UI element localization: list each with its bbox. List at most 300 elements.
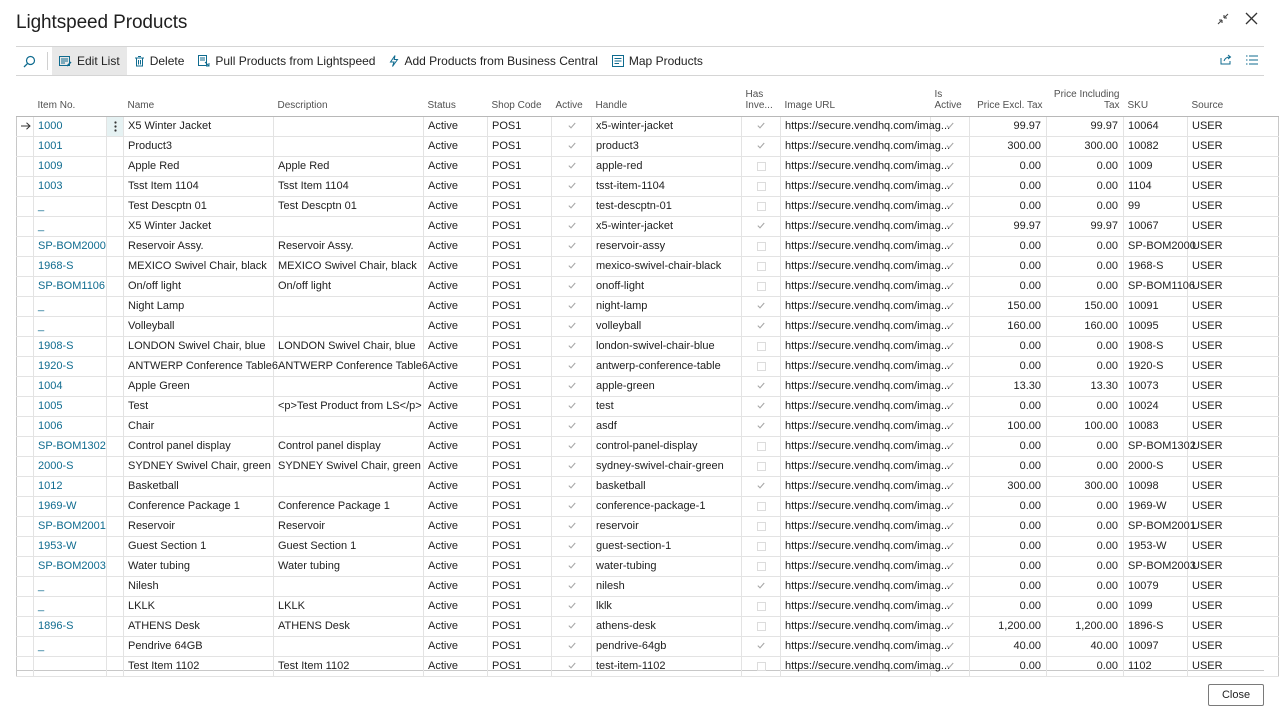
has-inventory-cell[interactable] [742, 276, 781, 296]
description-cell[interactable]: ATHENS Desk [274, 616, 424, 636]
shop-code-cell[interactable] [488, 556, 552, 576]
price-excl-cell[interactable]: 300.00 [970, 476, 1047, 496]
status-cell[interactable]: Active [424, 376, 488, 396]
name-cell[interactable]: Water tubing [124, 556, 274, 576]
status-cell[interactable]: Active [424, 496, 488, 516]
price-incl-cell[interactable]: 99.97 [1047, 116, 1124, 136]
handle-cell[interactable]: lklk [592, 596, 742, 616]
sku-cell[interactable]: 10024 [1124, 396, 1188, 416]
price-excl-cell[interactable]: 0.00 [970, 156, 1047, 176]
sku-cell[interactable]: 10067 [1124, 216, 1188, 236]
source-cell[interactable]: USER [1188, 336, 1279, 356]
add-products-button[interactable] [382, 47, 604, 75]
price-excl-cell[interactable]: 0.00 [970, 196, 1047, 216]
source-cell[interactable]: USER [1188, 516, 1279, 536]
active-checkbox-cell[interactable] [552, 116, 592, 136]
image-url-cell[interactable]: https://secure.vendhq.com/imag... [781, 136, 931, 156]
status-cell[interactable]: Active [424, 616, 488, 636]
price-incl-cell[interactable]: 0.00 [1047, 596, 1124, 616]
description-cell[interactable] [274, 576, 424, 596]
table-row[interactable] [17, 496, 1279, 516]
has-inventory-cell[interactable] [742, 216, 781, 236]
handle-cell[interactable]: tsst-item-1104 [592, 176, 742, 196]
has-inventory-cell[interactable] [742, 196, 781, 216]
source-cell[interactable]: USER [1188, 476, 1279, 496]
table-row[interactable] [17, 276, 1279, 296]
image-url-cell[interactable]: https://secure.vendhq.com/imag... [781, 336, 931, 356]
source-cell[interactable]: USER [1188, 156, 1279, 176]
price-excl-cell[interactable]: 0.00 [970, 456, 1047, 476]
col-active[interactable]: Active [552, 84, 592, 116]
source-cell[interactable]: USER [1188, 296, 1279, 316]
handle-cell[interactable]: test [592, 396, 742, 416]
name-cell[interactable]: Reservoir [124, 516, 274, 536]
shop-code-cell[interactable] [488, 196, 552, 216]
price-incl-cell[interactable]: 0.00 [1047, 156, 1124, 176]
row-actions-cell[interactable] [107, 596, 124, 616]
description-cell[interactable]: Conference Package 1 [274, 496, 424, 516]
price-incl-cell[interactable]: 0.00 [1047, 496, 1124, 516]
close-icon[interactable] [1245, 12, 1258, 25]
price-excl-cell[interactable]: 13.30 [970, 376, 1047, 396]
active-checkbox-cell[interactable] [552, 256, 592, 276]
status-cell[interactable]: Active [424, 636, 488, 656]
sku-cell[interactable]: 10097 [1124, 636, 1188, 656]
image-url-cell[interactable]: https://secure.vendhq.com/imag... [781, 656, 931, 676]
name-cell[interactable]: Test Item 1102 [124, 656, 274, 676]
status-cell[interactable]: Active [424, 156, 488, 176]
shop-code-cell[interactable] [488, 356, 552, 376]
status-cell[interactable]: Active [424, 136, 488, 156]
handle-cell[interactable]: apple-green [592, 376, 742, 396]
price-excl-cell[interactable]: 0.00 [970, 236, 1047, 256]
image-url-cell[interactable]: https://secure.vendhq.com/imag... [781, 276, 931, 296]
price-excl-cell[interactable]: 0.00 [970, 256, 1047, 276]
has-inventory-cell[interactable] [742, 176, 781, 196]
price-incl-cell[interactable]: 0.00 [1047, 276, 1124, 296]
shop-code-cell[interactable] [488, 436, 552, 456]
table-row[interactable] [17, 256, 1279, 276]
price-excl-cell[interactable]: 0.00 [970, 496, 1047, 516]
source-cell[interactable]: USER [1188, 316, 1279, 336]
active-checkbox-cell[interactable] [552, 216, 592, 236]
handle-cell[interactable]: test-item-1102 [592, 656, 742, 676]
image-url-cell[interactable]: https://secure.vendhq.com/imag... [781, 296, 931, 316]
price-incl-cell[interactable]: 0.00 [1047, 396, 1124, 416]
row-actions-cell[interactable] [107, 456, 124, 476]
price-excl-cell[interactable]: 150.00 [970, 296, 1047, 316]
image-url-cell[interactable]: https://secure.vendhq.com/imag... [781, 176, 931, 196]
handle-cell[interactable]: volleyball [592, 316, 742, 336]
description-cell[interactable]: Test Item 1102 [274, 656, 424, 676]
status-cell[interactable]: Active [424, 276, 488, 296]
active-checkbox-cell[interactable] [552, 276, 592, 296]
price-excl-cell[interactable]: 0.00 [970, 516, 1047, 536]
price-excl-cell[interactable]: 99.97 [970, 116, 1047, 136]
image-url-cell[interactable]: https://secure.vendhq.com/imag... [781, 256, 931, 276]
description-cell[interactable]: <p>Test Product from LS</p> [274, 396, 424, 416]
name-cell[interactable]: Control panel display [124, 436, 274, 456]
row-actions-cell[interactable] [107, 396, 124, 416]
row-actions-cell[interactable] [107, 476, 124, 496]
row-actions-cell[interactable] [107, 216, 124, 236]
source-cell[interactable]: USER [1188, 616, 1279, 636]
source-cell[interactable]: USER [1188, 556, 1279, 576]
price-incl-cell[interactable]: 0.00 [1047, 336, 1124, 356]
active-checkbox-cell[interactable] [552, 556, 592, 576]
price-incl-cell[interactable]: 300.00 [1047, 136, 1124, 156]
has-inventory-cell[interactable] [742, 136, 781, 156]
sku-cell[interactable]: 1968-S [1124, 256, 1188, 276]
price-excl-cell[interactable]: 0.00 [970, 576, 1047, 596]
col-price-incl[interactable] [1047, 84, 1124, 116]
image-url-cell[interactable]: https://secure.vendhq.com/imag... [781, 436, 931, 456]
image-url-cell[interactable]: https://secure.vendhq.com/imag... [781, 596, 931, 616]
image-url-cell[interactable]: https://secure.vendhq.com/imag... [781, 576, 931, 596]
has-inventory-cell[interactable] [742, 636, 781, 656]
price-incl-cell[interactable]: 0.00 [1047, 456, 1124, 476]
table-row[interactable] [17, 436, 1279, 456]
table-row[interactable] [17, 616, 1279, 636]
name-cell[interactable]: Chair [124, 416, 274, 436]
image-url-cell[interactable]: https://secure.vendhq.com/imag... [781, 116, 931, 136]
shop-code-cell[interactable] [488, 376, 552, 396]
image-url-cell[interactable]: https://secure.vendhq.com/imag... [781, 356, 931, 376]
active-checkbox-cell[interactable] [552, 376, 592, 396]
name-cell[interactable]: Test Descptn 01 [124, 196, 274, 216]
handle-cell[interactable]: water-tubing [592, 556, 742, 576]
source-cell[interactable]: USER [1188, 236, 1279, 256]
active-checkbox-cell[interactable] [552, 456, 592, 476]
row-actions-cell[interactable] [107, 616, 124, 636]
item-no-cell[interactable]: SP-BOM2003 [34, 556, 107, 576]
image-url-cell[interactable]: https://secure.vendhq.com/imag... [781, 376, 931, 396]
source-cell[interactable]: USER [1188, 136, 1279, 156]
source-cell[interactable]: USER [1188, 576, 1279, 596]
item-no-cell[interactable]: 1009 [34, 156, 107, 176]
handle-cell[interactable]: guest-section-1 [592, 536, 742, 556]
item-no-cell[interactable]: 1896-S [34, 616, 107, 636]
handle-cell[interactable]: product3 [592, 136, 742, 156]
item-no-cell[interactable]: 1953-W [34, 536, 107, 556]
description-cell[interactable]: Guest Section 1 [274, 536, 424, 556]
delete-button[interactable] [127, 47, 192, 75]
row-actions-cell[interactable] [107, 636, 124, 656]
image-url-cell[interactable]: https://secure.vendhq.com/imag... [781, 556, 931, 576]
row-actions-cell[interactable] [107, 496, 124, 516]
item-no-cell[interactable]: _ [34, 596, 107, 616]
status-cell[interactable]: Active [424, 436, 488, 456]
price-incl-cell[interactable]: 0.00 [1047, 556, 1124, 576]
status-cell[interactable]: Active [424, 196, 488, 216]
item-no-cell[interactable]: 1000 [34, 116, 107, 136]
col-name[interactable]: Name [124, 84, 274, 116]
item-no-cell[interactable]: SP-BOM1106 [34, 276, 107, 296]
table-row[interactable] [17, 376, 1279, 396]
image-url-cell[interactable]: https://secure.vendhq.com/imag... [781, 156, 931, 176]
shop-code-cell[interactable] [488, 456, 552, 476]
price-incl-cell[interactable]: 1,200.00 [1047, 616, 1124, 636]
has-inventory-cell[interactable] [742, 516, 781, 536]
shop-code-cell[interactable] [488, 136, 552, 156]
table-row[interactable] [17, 596, 1279, 616]
sku-cell[interactable]: SP-BOM2000 [1124, 236, 1188, 256]
col-is-active[interactable] [931, 84, 970, 116]
item-no-cell[interactable]: _ [34, 316, 107, 336]
pull-products-button[interactable] [191, 47, 382, 75]
item-no-cell[interactable]: _ [34, 196, 107, 216]
image-url-cell[interactable]: https://secure.vendhq.com/imag... [781, 516, 931, 536]
table-row[interactable] [17, 356, 1279, 376]
table-row[interactable] [17, 176, 1279, 196]
price-excl-cell[interactable]: 1,200.00 [970, 616, 1047, 636]
active-checkbox-cell[interactable] [552, 356, 592, 376]
col-price-excl[interactable]: Price Excl. Tax [970, 84, 1047, 116]
image-url-cell[interactable]: https://secure.vendhq.com/imag... [781, 456, 931, 476]
status-cell[interactable]: Active [424, 536, 488, 556]
table-row[interactable] [17, 316, 1279, 336]
active-checkbox-cell[interactable] [552, 336, 592, 356]
status-cell[interactable]: Active [424, 256, 488, 276]
name-cell[interactable]: LONDON Swivel Chair, blue [124, 336, 274, 356]
description-cell[interactable]: Control panel display [274, 436, 424, 456]
row-actions-cell[interactable] [107, 656, 124, 676]
description-cell[interactable] [274, 416, 424, 436]
handle-cell[interactable]: reservoir-assy [592, 236, 742, 256]
col-source[interactable]: Source [1188, 84, 1279, 116]
source-cell[interactable]: USER [1188, 536, 1279, 556]
table-row[interactable] [17, 576, 1279, 596]
item-no-cell[interactable]: 1005 [34, 396, 107, 416]
name-cell[interactable]: ATHENS Desk [124, 616, 274, 636]
table-row[interactable] [17, 536, 1279, 556]
has-inventory-cell[interactable] [742, 376, 781, 396]
description-cell[interactable]: Reservoir [274, 516, 424, 536]
row-actions-cell[interactable] [107, 236, 124, 256]
row-actions-cell[interactable] [107, 536, 124, 556]
table-row[interactable] [17, 296, 1279, 316]
shop-code-cell[interactable] [488, 216, 552, 236]
search-button[interactable] [16, 47, 43, 75]
shop-code-cell[interactable] [488, 416, 552, 436]
description-cell[interactable]: LONDON Swivel Chair, blue [274, 336, 424, 356]
price-incl-cell[interactable]: 160.00 [1047, 316, 1124, 336]
handle-cell[interactable]: x5-winter-jacket [592, 116, 742, 136]
sku-cell[interactable]: 1896-S [1124, 616, 1188, 636]
handle-cell[interactable]: mexico-swivel-chair-black [592, 256, 742, 276]
row-actions-cell[interactable] [107, 436, 124, 456]
description-cell[interactable] [274, 316, 424, 336]
description-cell[interactable] [274, 216, 424, 236]
shop-code-cell[interactable] [488, 276, 552, 296]
edit-list-button[interactable] [52, 47, 127, 75]
col-description[interactable]: Description [274, 84, 424, 116]
active-checkbox-cell[interactable] [552, 196, 592, 216]
sku-cell[interactable]: 10091 [1124, 296, 1188, 316]
name-cell[interactable]: X5 Winter Jacket [124, 116, 274, 136]
name-cell[interactable]: Reservoir Assy. [124, 236, 274, 256]
item-no-cell[interactable]: SP-BOM2000 [34, 236, 107, 256]
sku-cell[interactable]: 1009 [1124, 156, 1188, 176]
status-cell[interactable]: Active [424, 476, 488, 496]
shop-code-cell[interactable] [488, 336, 552, 356]
handle-cell[interactable]: sydney-swivel-chair-green [592, 456, 742, 476]
sku-cell[interactable]: 10083 [1124, 416, 1188, 436]
table-row[interactable] [17, 416, 1279, 436]
source-cell[interactable]: USER [1188, 376, 1279, 396]
row-actions-cell[interactable] [107, 276, 124, 296]
handle-cell[interactable]: basketball [592, 476, 742, 496]
status-cell[interactable]: Active [424, 576, 488, 596]
table-row[interactable] [17, 456, 1279, 476]
col-handle[interactable]: Handle [592, 84, 742, 116]
sku-cell[interactable]: 1920-S [1124, 356, 1188, 376]
table-row[interactable] [17, 136, 1279, 156]
col-item-no[interactable]: Item No. [34, 84, 107, 116]
has-inventory-cell[interactable] [742, 156, 781, 176]
price-excl-cell[interactable]: 300.00 [970, 136, 1047, 156]
name-cell[interactable]: Conference Package 1 [124, 496, 274, 516]
price-incl-cell[interactable]: 40.00 [1047, 636, 1124, 656]
price-excl-cell[interactable]: 0.00 [970, 556, 1047, 576]
description-cell[interactable]: Test Descptn 01 [274, 196, 424, 216]
price-incl-cell[interactable]: 0.00 [1047, 656, 1124, 676]
handle-cell[interactable]: x5-winter-jacket [592, 216, 742, 236]
name-cell[interactable]: On/off light [124, 276, 274, 296]
description-cell[interactable]: Reservoir Assy. [274, 236, 424, 256]
name-cell[interactable]: ANTWERP Conference Table6 [124, 356, 274, 376]
has-inventory-cell[interactable] [742, 396, 781, 416]
status-cell[interactable]: Active [424, 176, 488, 196]
source-cell[interactable]: USER [1188, 176, 1279, 196]
active-checkbox-cell[interactable] [552, 516, 592, 536]
name-cell[interactable]: Apple Red [124, 156, 274, 176]
source-cell[interactable]: USER [1188, 196, 1279, 216]
price-incl-cell[interactable]: 0.00 [1047, 576, 1124, 596]
source-cell[interactable]: USER [1188, 216, 1279, 236]
name-cell[interactable]: Test [124, 396, 274, 416]
has-inventory-cell[interactable] [742, 616, 781, 636]
image-url-cell[interactable]: https://secure.vendhq.com/imag... [781, 396, 931, 416]
handle-cell[interactable]: night-lamp [592, 296, 742, 316]
table-row[interactable] [17, 516, 1279, 536]
has-inventory-cell[interactable] [742, 456, 781, 476]
description-cell[interactable]: ANTWERP Conference Table6 [274, 356, 424, 376]
item-no-cell[interactable]: _ [34, 576, 107, 596]
sku-cell[interactable]: 10095 [1124, 316, 1188, 336]
sku-cell[interactable]: 1099 [1124, 596, 1188, 616]
handle-cell[interactable]: asdf [592, 416, 742, 436]
col-sku[interactable]: SKU [1124, 84, 1188, 116]
image-url-cell[interactable]: https://secure.vendhq.com/imag... [781, 416, 931, 436]
item-no-cell[interactable]: 1012 [34, 476, 107, 496]
row-actions-cell[interactable] [107, 336, 124, 356]
handle-cell[interactable]: onoff-light [592, 276, 742, 296]
price-incl-cell[interactable]: 13.30 [1047, 376, 1124, 396]
name-cell[interactable]: Apple Green [124, 376, 274, 396]
col-image-url[interactable]: Image URL [781, 84, 931, 116]
price-incl-cell[interactable]: 0.00 [1047, 536, 1124, 556]
col-shop-code[interactable]: Shop Code [488, 84, 552, 116]
description-cell[interactable]: SYDNEY Swivel Chair, green [274, 456, 424, 476]
has-inventory-cell[interactable] [742, 296, 781, 316]
name-cell[interactable]: Product3 [124, 136, 274, 156]
shop-code-cell[interactable] [488, 596, 552, 616]
has-inventory-cell[interactable] [742, 656, 781, 676]
source-cell[interactable]: USER [1188, 396, 1279, 416]
price-excl-cell[interactable]: 100.00 [970, 416, 1047, 436]
source-cell[interactable]: USER [1188, 636, 1279, 656]
shop-code-cell[interactable] [488, 316, 552, 336]
description-cell[interactable] [274, 296, 424, 316]
source-cell[interactable]: USER [1188, 456, 1279, 476]
price-excl-cell[interactable]: 0.00 [970, 596, 1047, 616]
name-cell[interactable]: Volleyball [124, 316, 274, 336]
shop-code-cell[interactable] [488, 636, 552, 656]
price-incl-cell[interactable]: 0.00 [1047, 436, 1124, 456]
description-cell[interactable]: LKLK [274, 596, 424, 616]
active-checkbox-cell[interactable] [552, 316, 592, 336]
source-cell[interactable]: USER [1188, 356, 1279, 376]
name-cell[interactable]: Basketball [124, 476, 274, 496]
description-cell[interactable]: On/off light [274, 276, 424, 296]
has-inventory-cell[interactable] [742, 336, 781, 356]
description-cell[interactable]: Tsst Item 1104 [274, 176, 424, 196]
description-cell[interactable] [274, 636, 424, 656]
row-actions-cell[interactable] [107, 576, 124, 596]
has-inventory-cell[interactable] [742, 256, 781, 276]
price-incl-cell[interactable]: 300.00 [1047, 476, 1124, 496]
row-actions-cell[interactable] [107, 416, 124, 436]
price-incl-cell[interactable]: 100.00 [1047, 416, 1124, 436]
has-inventory-cell[interactable] [742, 236, 781, 256]
has-inventory-cell[interactable] [742, 556, 781, 576]
item-no-cell[interactable]: 1920-S [34, 356, 107, 376]
active-checkbox-cell[interactable] [552, 496, 592, 516]
shop-code-cell[interactable] [488, 536, 552, 556]
sku-cell[interactable]: 10073 [1124, 376, 1188, 396]
shop-code-cell[interactable] [488, 516, 552, 536]
table-row[interactable] [17, 216, 1279, 236]
source-cell[interactable]: USER [1188, 416, 1279, 436]
active-checkbox-cell[interactable] [552, 636, 592, 656]
active-checkbox-cell[interactable] [552, 576, 592, 596]
price-excl-cell[interactable]: 0.00 [970, 276, 1047, 296]
item-no-cell[interactable] [34, 656, 107, 676]
sku-cell[interactable]: 1102 [1124, 656, 1188, 676]
sku-cell[interactable]: 10098 [1124, 476, 1188, 496]
shop-code-cell[interactable] [488, 296, 552, 316]
image-url-cell[interactable]: https://secure.vendhq.com/imag... [781, 316, 931, 336]
status-cell[interactable]: Active [424, 116, 488, 136]
handle-cell[interactable]: antwerp-conference-table [592, 356, 742, 376]
status-cell[interactable]: Active [424, 656, 488, 676]
handle-cell[interactable]: conference-package-1 [592, 496, 742, 516]
has-inventory-cell[interactable] [742, 316, 781, 336]
row-actions-cell[interactable] [107, 136, 124, 156]
handle-cell[interactable]: apple-red [592, 156, 742, 176]
has-inventory-cell[interactable] [742, 596, 781, 616]
price-incl-cell[interactable]: 0.00 [1047, 236, 1124, 256]
row-actions-cell[interactable] [107, 256, 124, 276]
status-cell[interactable]: Active [424, 316, 488, 336]
handle-cell[interactable]: athens-desk [592, 616, 742, 636]
active-checkbox-cell[interactable] [552, 616, 592, 636]
status-cell[interactable]: Active [424, 216, 488, 236]
active-checkbox-cell[interactable] [552, 476, 592, 496]
status-cell[interactable]: Active [424, 416, 488, 436]
image-url-cell[interactable]: https://secure.vendhq.com/imag... [781, 636, 931, 656]
